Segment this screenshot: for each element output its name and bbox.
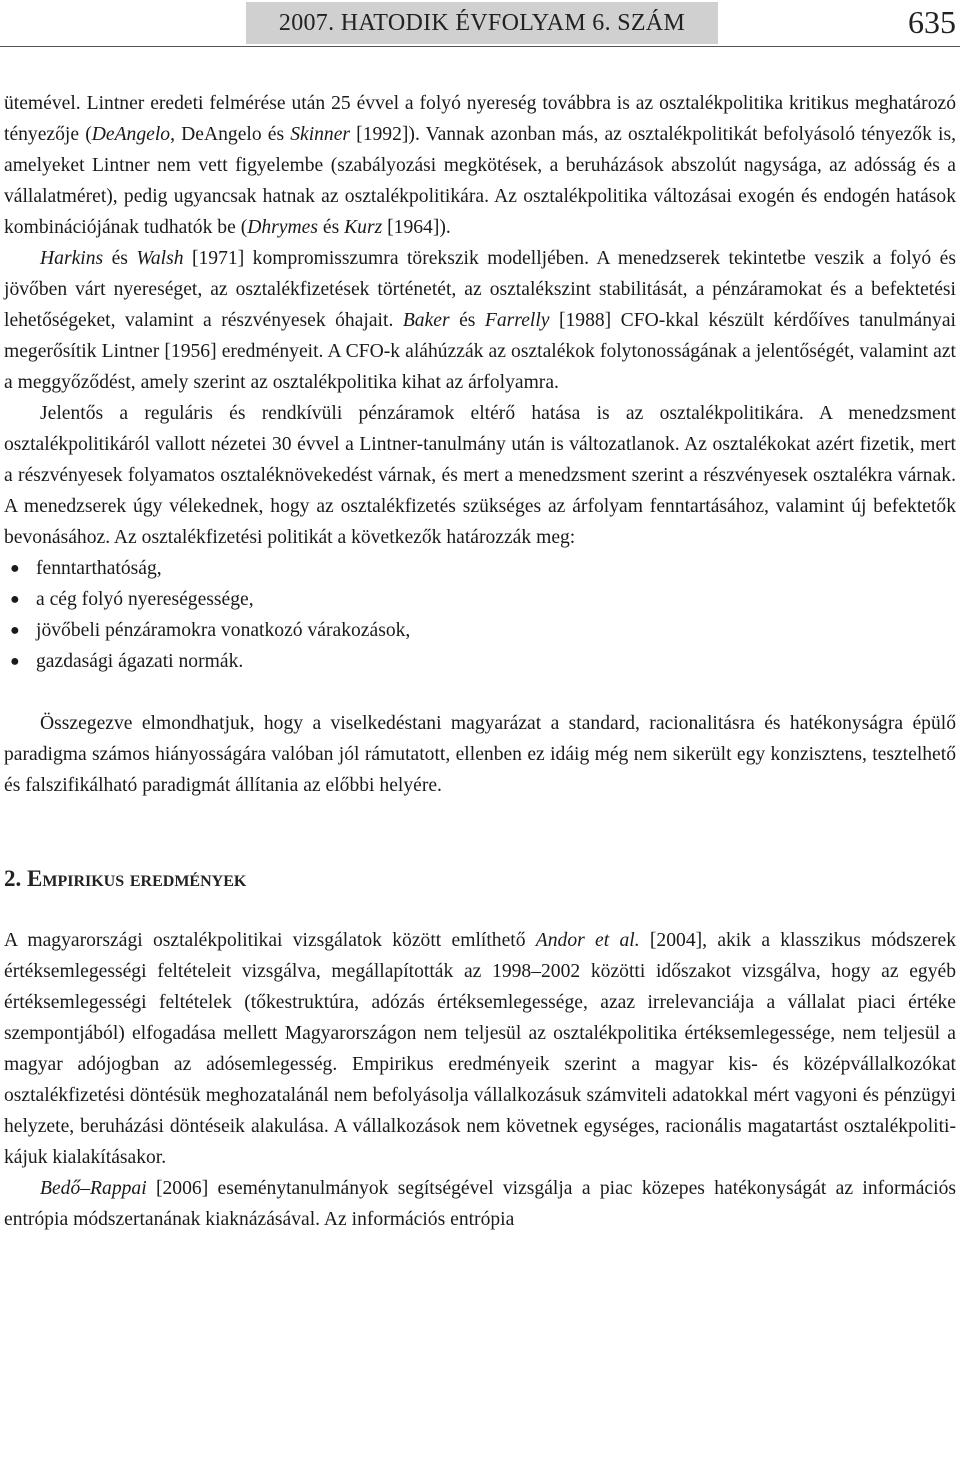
section-number: 2. bbox=[4, 866, 22, 891]
author-farrelly: Farrelly bbox=[484, 310, 550, 331]
list-item: ● gazdasági ágazati normák. bbox=[36, 646, 956, 677]
author-baker: Baker bbox=[402, 310, 450, 331]
author-skinner: Skinner bbox=[290, 124, 351, 145]
paragraph-3: Jelentős a reguláris és rendkívüli pénzáramok eltérő hatása is az osztalékpolitikára. A menedzsment osztalékpolitikáról vallott nézetei 30 évvel a Lintner-tanulmány után is változatlanok. Az osztalékokat azért fizetik, mert a részvényesek folyamatos osztaléknövekedést várnak, és mert a menedzsment szerint a részvényesek osztalékra várnak. A menedzserek úgy vélekednek, hogy az osztalékfizetés szükséges az árfolyam fenntartásához, valamint új befektetők bevonásához. Az osztalékfizetési politikát a következők határozzák meg: bbox=[4, 403, 956, 548]
author-kurz: Kurz bbox=[344, 217, 383, 238]
list-item: ● fenntarthatóság, bbox=[36, 553, 956, 584]
list-item: ● a cég folyó nyereségessége, bbox=[36, 584, 956, 615]
spacer bbox=[4, 801, 956, 863]
author-dhrymes: Dhrymes bbox=[247, 217, 318, 238]
section-heading bbox=[4, 863, 956, 894]
bullet-list bbox=[4, 553, 956, 677]
spacer bbox=[4, 894, 956, 925]
running-header bbox=[0, 2, 960, 46]
paragraph-1: ütemével. Lintner eredeti felmérése után 25 évvel a folyó nyereség továbbra is az osztalékpolitika kritikus meghatározó tényezője (DeAngelo, DeAngelo és Skinner [1992]). Vannak azonban más, az osztalékpolitikát befolyásoló tényezők is, amelyeket Lintner nem vett figyelembe (szabályozási megkötések, a beruházások abszolút nagysága, az adósság és a vállalatméret), pedig ugyancsak hatnak az osztalékpolitikára. Az osztalékpolitika változásai exogén és endogén hatások kombinációjának tudhatók be (Dhrymes és Kurz [1964]). bbox=[4, 93, 956, 238]
journal-issue: 2007. HATODIK ÉVFOLYAM 6. SZÁM bbox=[278, 10, 686, 36]
bullet-icon: ● bbox=[10, 560, 20, 577]
paragraph-5: A magyarországi osztalékpolitikai vizsgálatok között említhető Andor et al. [2004], akik a klasszikus módszerek értéksemlegességi feltételeit vizsgálva, megállapították az 1998–2002 közötti időszakot vizsgálva, hogy az egyéb értéksemlegességi feltételek (tőkestruktúra, adózás értéksemlegessége, azaz irrelevanciája a vállalat piaci értéke szempontjából) elfogadása mellett Magyarországon nem teljesül az osztalékpolitika értéksemlegessége, nem teljesül a magyar adójogban az adósemlegesség. Empirikus eredményeik szerint a magyar kis- és középvállalkozókat osztalékfizetési döntésük meghozatalánál nem befolyásolja vállalkozásuk számviteli adatokkal mért vagyoni és pénzügyi helyzete, beruházási döntéseik alakulása. A vállalkozások nem követnek egységes, racionális magatartást osztalékpolitikájuk kialakításakor. bbox=[4, 930, 957, 1168]
author-andor: Andor et al. bbox=[535, 930, 640, 951]
header-rule bbox=[0, 46, 960, 47]
paragraph-2: Harkins és Walsh [1971] kompromisszumra törekszik modelljében. A menedzserek tekintetbe veszik a folyó és jövőben várt nyereséget, az osztalékfizetések történetét, az osztalékszint stabilitását, a pénzáramokat és a befektetési lehetőségeket, valamint a részvényesek óhajait. Baker és Farrelly [1988] CFO-kkal készült kérdőíves tanulmányai megerősítik Lintner [1956] eredményeit. A CFO-k aláhúzzák az osztalékok folytonosságának a jelentőségét, valamint azt a meggyőződést, amely szerint az osztalékpolitika kihat az árfolyamra. bbox=[4, 248, 956, 393]
author-walsh: Walsh bbox=[136, 248, 184, 269]
page-number: 635 bbox=[908, 4, 956, 40]
author-harkins: Harkins bbox=[40, 248, 104, 269]
author-bedo-rappai: Bedő–Rappai bbox=[40, 1178, 147, 1199]
bullet-icon: ● bbox=[10, 622, 20, 639]
author-deangelo: DeAngelo bbox=[91, 124, 171, 145]
paragraph-6: Bedő–Rappai [2006] eseménytanulmányok segítségével vizsgálja a piac közepes hatékonyságát az információs entrópia módszertanának kiaknázásával. Az információs entrópia bbox=[4, 1178, 956, 1230]
spacer bbox=[4, 677, 956, 708]
article-body bbox=[4, 88, 956, 1235]
paragraph-4: Összegezve elmondhatjuk, hogy a viselkedéstani magyarázat a standard, racionalitásra és hatékonyságra épülő paradigma számos hiányosságára valóban jól rámutatott, ellenben ez idáig még nem sikerült egy konzisztens, tesztelhető és falszifikálható paradigmát állítania az előbbi helyére. bbox=[4, 713, 956, 796]
section-title: Empirikus eredmények bbox=[27, 866, 247, 891]
bullet-icon: ● bbox=[10, 591, 20, 608]
list-item: ● jövőbeli pénzáramokra vonatkozó várakozások, bbox=[36, 615, 956, 646]
bullet-icon: ● bbox=[10, 653, 20, 670]
